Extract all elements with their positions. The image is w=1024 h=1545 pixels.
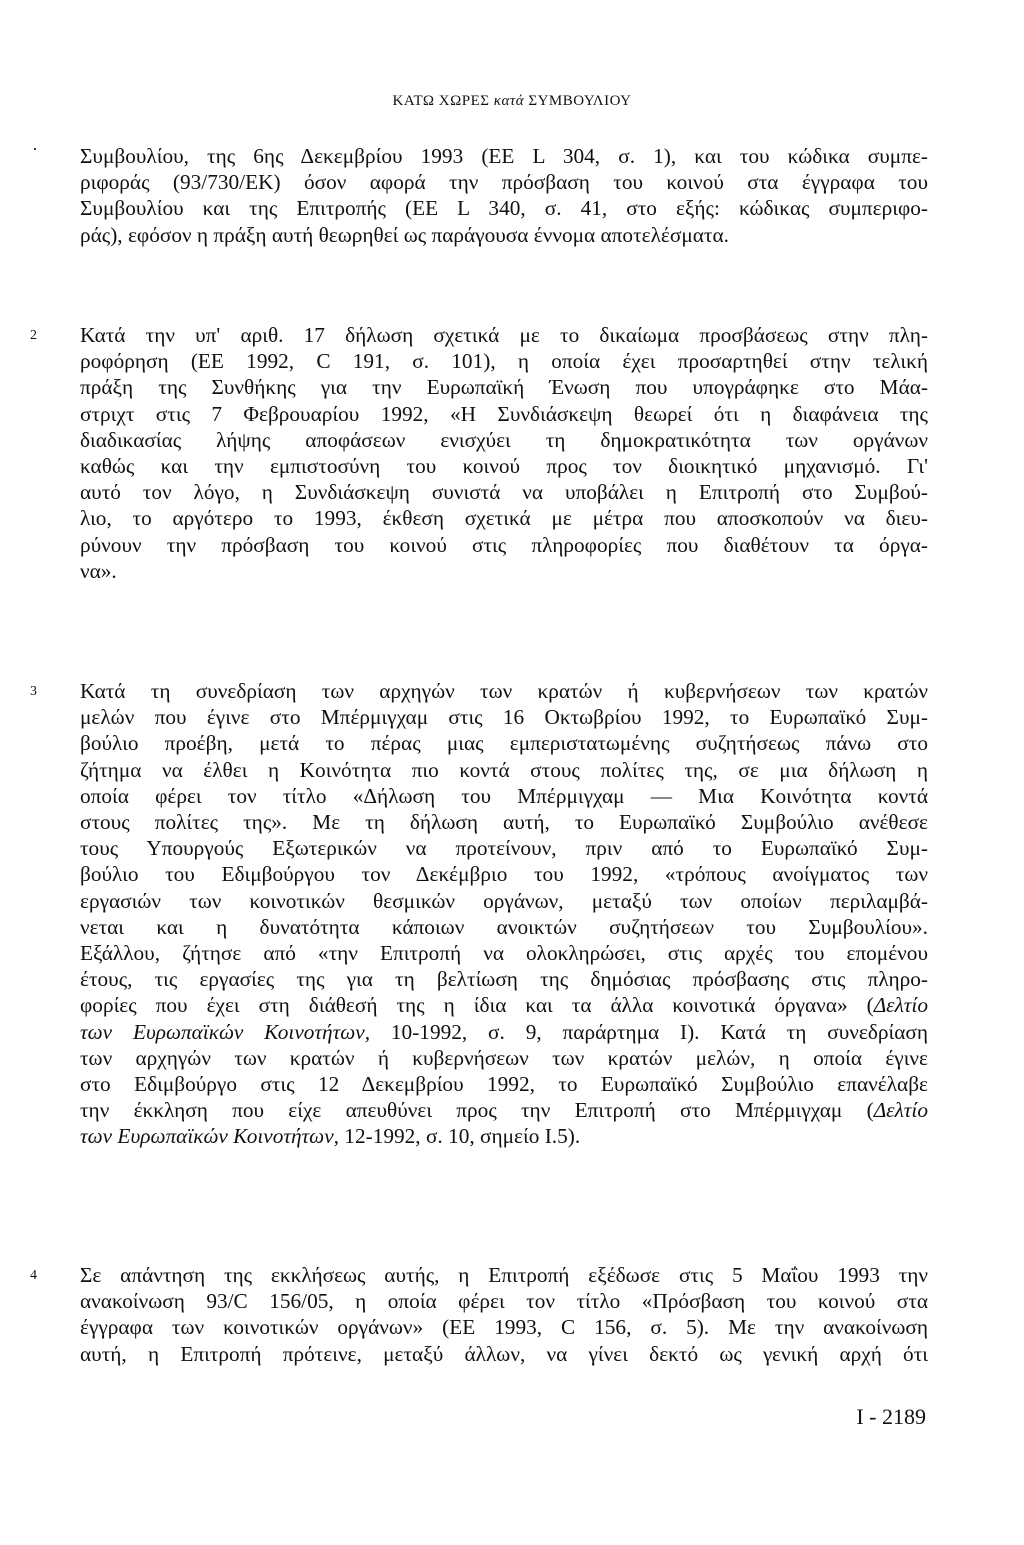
paragraph-1: [80, 143, 928, 248]
paragraph-line: εργασιών των κοινοτικών θεσμικών οργάνων, μεταξύ των οποίων περιλαμβά-: [80, 888, 928, 913]
paragraph-line: Συμβουλίου και της Επιτροπής (ΕΕ L 340, σ. 41, στο εξής: κώδικας συμπεριφο-: [80, 196, 928, 221]
paragraph-2: [80, 322, 928, 584]
header-left: ΚΑΤΩ ΧΩΡΕΣ: [392, 93, 490, 109]
paragraph-line: τους Υπουργούς Εξωτερικών να προτείνουν, πριν από το Ευρωπαϊκό Συμ-: [80, 836, 928, 861]
paragraph-line: ροφόρηση (ΕΕ 1992, C 191, σ. 101), η οποία έχει προσαρτηθεί στην τελική: [80, 349, 928, 374]
paragraph-line: Κατά την υπ' αριθ. 17 δήλωση σχετικά με το δικαίωμα προσβάσεως στην πλη-: [80, 323, 928, 347]
paragraph-line: Σε απάντηση της εκκλήσεως αυτής, η Επιτροπή εξέδωσε στις 5 Μαΐου 1993 την: [80, 1263, 928, 1287]
paragraph-line: ριφοράς (93/730/ΕΚ) όσον αφορά την πρόσβαση του κοινού στα έγγραφα του: [80, 170, 928, 195]
margin-dot: [34, 148, 36, 150]
paragraph-line: νεται και η δυνατότητα κάποιων ανοικτών συζητήσεων του Συμβουλίου».: [80, 914, 928, 939]
paragraph-line: να».: [80, 558, 117, 583]
running-header: [0, 93, 1024, 110]
paragraph-line: βούλιο του Εδιμβούργου τον Δεκέμβριο του 1992, «τρόπους ανοίγματος των: [80, 862, 928, 887]
page-number: I - 2189: [856, 1404, 926, 1429]
paragraph-line: λιο, το αργότερο το 1993, έκθεση σχετικά με μέτρα που αποσκοπούν να διευ-: [80, 506, 928, 531]
paragraph-line: στο Εδιμβούργο στις 12 Δεκεμβρίου 1992, το Ευρωπαϊκό Συμβούλιο επανέλαβε: [80, 1072, 928, 1097]
paragraph-line: βούλιο προέβη, μετά το πέρας μιας εμπεριστατωμένης συζητήσεως πάνω στο: [80, 731, 928, 756]
paragraph-line: των αρχηγών των κρατών ή κυβερνήσεων των κρατών μελών, η οποία έγινε: [80, 1045, 928, 1070]
paragraph-line: αυτή, η Επιτροπή πρότεινε, μεταξύ άλλων, να γίνει δεκτό ως γενική αρχή ότι: [80, 1341, 928, 1366]
paragraph-number: 3: [30, 684, 37, 699]
paragraph-line: διαδικασίας λήψης αποφάσεων ενισχύει τη δημοκρατικότητα των οργάνων: [80, 427, 928, 452]
paragraph-3: [80, 678, 928, 1150]
paragraph-line: φορίες που έχει στη διάθεσή της η ίδια και τα άλλα κοινοτικά όργανα» (Δελτίο: [80, 993, 928, 1018]
paragraph-line: την έκκληση που είχε απευθύνει προς την Επιτροπή στο Μπέρμιγχαμ (Δελτίο: [80, 1098, 928, 1123]
paragraph-line: έτους, τις εργασίες της για τη βελτίωση της δημόσιας πρόσβασης στις πληρο-: [80, 967, 928, 992]
paragraph-line: ράς), εφόσον η πράξη αυτή θεωρηθεί ως παράγουσα έννομα αποτελέσματα.: [80, 222, 729, 247]
paragraph-line: ρύνουν την πρόσβαση του κοινού στις πληροφορίες που διαθέτουν τα όργα-: [80, 532, 928, 557]
paragraph-line: ανακοίνωση 93/C 156/05, η οποία φέρει τον τίτλο «Πρόσβαση του κοινού στα: [80, 1289, 928, 1314]
paragraph-line: πράξη της Συνθήκης για την Ευρωπαϊκή Ένωση που υπογράφηκε στο Μάα-: [80, 375, 928, 400]
paragraph-line: Συμβουλίου, της 6ης Δεκεμβρίου 1993 (ΕΕ L 304, σ. 1), και του κώδικα συμπε-: [80, 144, 928, 168]
paragraph-line: ζήτημα να έλθει η Κοινότητα πιο κοντά στους πολίτες της, σε μια δήλωση η: [80, 757, 928, 782]
paragraph-number: 4: [30, 1268, 37, 1283]
paragraph-line: οποία φέρει τον τίτλο «Δήλωση του Μπέρμιγχαμ — Μια Κοινότητα κοντά: [80, 783, 928, 808]
paragraph-4: [80, 1262, 928, 1367]
paragraph-line: των Ευρωπαϊκών Κοινοτήτων, 10-1992, σ. 9, παράρτημα I). Κατά τη συνεδρίαση: [80, 1019, 928, 1044]
paragraph-line: Κατά τη συνεδρίαση των αρχηγών των κρατών ή κυβερνήσεων των κρατών: [80, 679, 928, 703]
paragraph-line: έγγραφα των κοινοτικών οργάνων» (ΕΕ 1993, C 156, σ. 5). Με την ανακοίνωση: [80, 1315, 928, 1340]
paragraph-line: στριχτ στις 7 Φεβρουαρίου 1992, «Η Συνδιάσκεψη θεωρεί ότι η διαφάνεια της: [80, 401, 928, 426]
paragraph-number: 2: [30, 328, 37, 343]
header-right: ΣΥΜΒΟΥΛΙΟΥ: [528, 93, 632, 109]
paragraph-line: καθώς και την εμπιστοσύνη του κοινού προς τον διοικητικό μηχανισμό. Γι': [80, 454, 928, 479]
paragraph-line: Εξάλλου, ζήτησε από «την Επιτροπή να ολοκληρώσει, στις αρχές του επομένου: [80, 941, 928, 966]
paragraph-line: αυτό τον λόγο, η Συνδιάσκεψη συνιστά να υποβάλει η Επιτροπή στο Συμβού-: [80, 480, 928, 505]
paragraph-line: μελών που έγινε στο Μπέρμιγχαμ στις 16 Οκτωβρίου 1992, το Ευρωπαϊκό Συμ-: [80, 705, 928, 730]
paragraph-line: των Ευρωπαϊκών Κοινοτήτων, 12-1992, σ. 10, σημείο I.5).: [80, 1124, 581, 1149]
paragraph-line: στους πολίτες της». Με τη δήλωση αυτή, το Ευρωπαϊκό Συμβούλιο ανέθεσε: [80, 810, 928, 835]
header-middle: κατά: [493, 93, 525, 109]
